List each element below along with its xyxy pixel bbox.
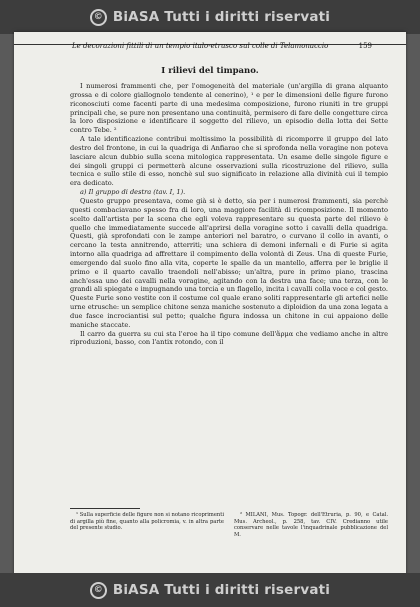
running-head-title: Le decorazioni fittili di un tempio italo-etrusco sul colle di Telamonaccio — [72, 42, 329, 50]
watermark-bottom — [0, 573, 420, 607]
section-title: I rilievi del timpano. — [161, 66, 259, 76]
watermark-bottom-text: BiASA Tutti i diritti riservati — [112, 582, 331, 598]
subsection-heading: a) Il gruppo di destra (tav. I, 1). — [80, 188, 186, 197]
paragraph: A tale identificazione contribui moltissimo la possibilità di ricomporre il gruppo del lato destro del frontone, in cui la quadriga di Anfiarao che si sprofonda nella voragine non poteva lasciare alcun dubbio sulla scena mitologica rappresentata. Un esame delle singole figure e dei singoli gruppi ci permetterà alcune osservazioni sulla ricostruzione del rilievo, sulla tecnica e sullo stile di esso, nonchè sul suo significato in relazione alla divinità cui il tempio era dedicato. — [70, 135, 388, 188]
footnotes — [70, 512, 388, 538]
running-head — [14, 42, 406, 50]
footnote-divider — [70, 508, 140, 509]
watermark-top — [0, 0, 420, 34]
watermark-top-text: BiASA Tutti i diritti riservati — [112, 9, 331, 25]
paragraph: Questo gruppo presentava, come già si è detto, sia per i numerosi frammenti, sia perchè questi combaciavano spesso fra di loro, una maggiore facilità di ricomposizione. Il momento scelto dall'artista per la scena che egli voleva rappresentare su questa parte del rilievo è quello che immediatamente succede all'aprirsi della voragine sotto i cavalli della quadriga. Questi, già sprofondati con le zampe anteriori nel baratro, o curvano il collo in avanti, o cercano la testa annitrendo, atterriti; una schiera di demoni infernali e di Furie si agita intorno alla quadriga ad affrettare il compimento della volontà di Zeus. Una di queste Furie, emergendo dal suolo fino alla vita, coperte le spalle da un mantello, afferra per le briglie il primo e il quarto cavallo traendoli nell'abisso; un'altra, pure in primo piano, trascina anch'essa uno dei cavalli nella voragine, agitando con la destra una face; una terza, con le grandi ali spiegate e impugnando una torcia e un flagello, incita i cavalli colla voce e col gesto. Queste Furie sono vestite con il costume col quale erano soliti rappresentarle gli artefici nelle urne etrusche: un semplice chitone senza maniche sostenuto a diploidion da una zona legata a due fasce incrociantisi sul petto; qualche figura indossa un chitone in cui appaiono delle maniche staccate. — [70, 196, 388, 329]
paragraph: Il carro da guerra su cui sta l'eroe ha il tipo comune dell'ἅρμα che vediamo anche in altre riproduzioni, basso, con l'antix rotondo, con il — [70, 329, 388, 347]
page-number: 159 — [358, 42, 372, 50]
document-page — [14, 32, 406, 580]
body-text — [70, 82, 388, 347]
footnote: ¹ Sulla superficie delle figure non si notano ricoprimenti di argilla più fine, quanto alla policromia, v. in altra parte del presente studio. — [70, 512, 224, 532]
footnote: ² MILANI, Mus. Topogr. dell'Etruria, p. 90, e Catal. Mus. Archeol., p. 258, tav. CIV. Credianno utile conservare nelle tavole l'inquadrinale pubblicazione del M. — [234, 512, 388, 538]
paragraph: I numerosi frammenti che, per l'omogeneità del materiale (un'argilla di grana alquanto grossa e di colore giallognolo tendente al cenerino), ¹ e per le dimensioni delle figure furono riconosciuti come facenti parte di una medesima composizione, furono riuniti in tre gruppi principali che, se pure non presentano una continuità, permisero di fare delle congetture circa la loro disposizione e identificare il soggetto del rilievo, un episodio della lotta dei Sette contro Tebe. ² — [70, 82, 388, 135]
copyright-icon: © — [90, 582, 107, 599]
copyright-icon: © — [90, 9, 107, 26]
